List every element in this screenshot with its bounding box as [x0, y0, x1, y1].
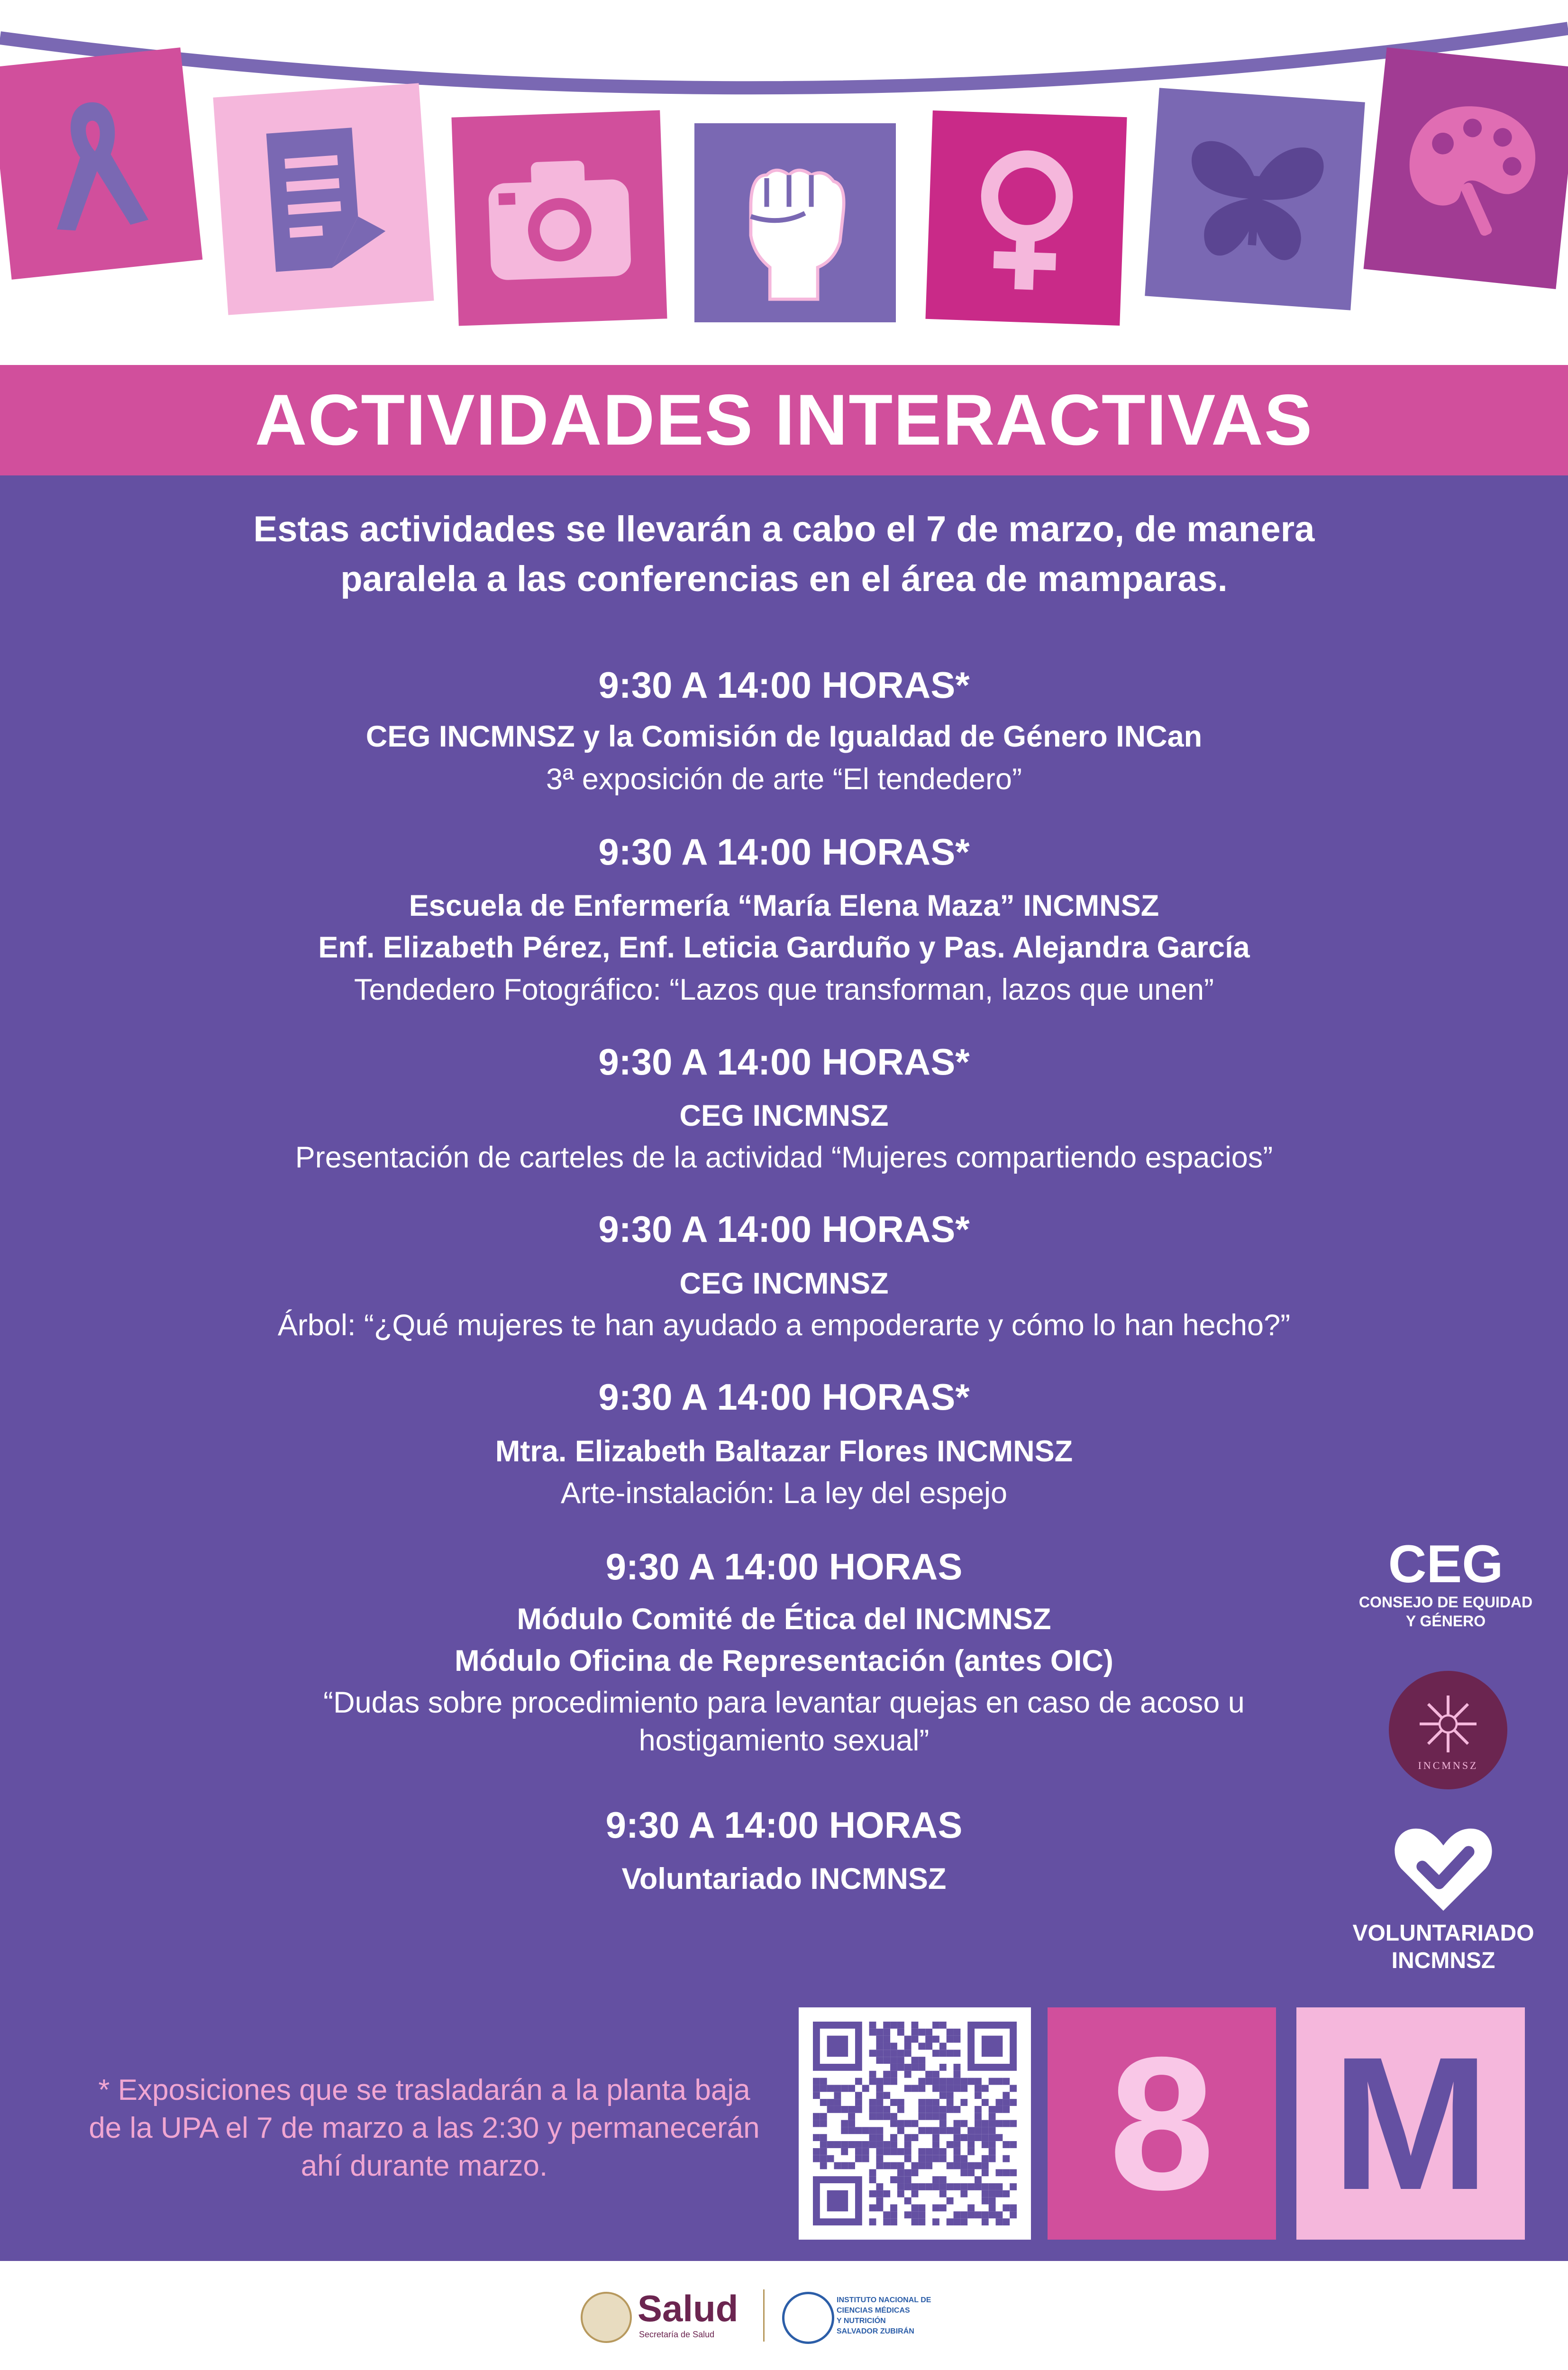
flag-document [213, 83, 434, 315]
event-time: 9:30 A 14:00 HORAS* [598, 831, 970, 873]
event-time: 9:30 A 14:00 HORAS [605, 1804, 963, 1846]
intro-line-2: paralela a las conferencias en el área de mamparas. [340, 559, 1228, 599]
seal-text: INCMNSZ [1418, 1759, 1478, 1771]
intro-line-1: Estas actividades se llevarán a cabo el 7 de marzo, de manera [253, 509, 1315, 549]
event-organizer: CEG INCMNSZ [679, 1099, 889, 1132]
event-organizer: Enf. Elizabeth Pérez, Enf. Leticia Garduño y Pas. Alejandra García [318, 931, 1250, 964]
star-emblem-icon [1413, 1688, 1484, 1759]
event-time: 9:30 A 14:00 HORAS* [598, 664, 970, 706]
institute-line: CIENCIAS MÉDICAS [837, 2306, 910, 2315]
institute-name [837, 2295, 931, 2337]
paint-palette-icon [1385, 72, 1558, 265]
event-organizer: CEG INCMNSZ [679, 1267, 889, 1300]
voluntariado-heart [1389, 1820, 1498, 1915]
event-organizer: Módulo Comité de Ética del INCMNSZ [517, 1603, 1051, 1636]
event-activity: 3ª exposición de arte “El tendedero” [546, 763, 1022, 796]
qr-code[interactable] [799, 2007, 1031, 2240]
event-time: 9:30 A 14:00 HORAS* [598, 1208, 970, 1250]
incmnsz-seal [1389, 1671, 1507, 1789]
event-activity: Arte-instalación: La ley del espejo [560, 1477, 1008, 1510]
event-time: 9:30 A 14:00 HORAS* [598, 1041, 970, 1083]
awareness-ribbon-icon [11, 71, 182, 256]
ceg-line-2: Y GÉNERO [1405, 1613, 1486, 1630]
flag-ribbon [0, 47, 202, 280]
event-organizer: Escuela de Enfermería “María Elena Maza” INCMNSZ [409, 889, 1159, 922]
badge-letter: M [1331, 2017, 1490, 2229]
raised-fist-icon [715, 143, 876, 302]
flag-butterfly [1145, 88, 1365, 310]
page-title: ACTIVIDADES INTERACTIVAS [255, 380, 1313, 460]
document-icon [235, 106, 412, 292]
flag-palette [1364, 47, 1568, 289]
event-time: 9:30 A 14:00 HORAS* [598, 1376, 970, 1418]
salud-logo-text: Salud [638, 2288, 738, 2329]
badge-m [1296, 2007, 1525, 2240]
flag-camera [451, 110, 667, 326]
voluntariado-line-2: INCMNSZ [1391, 1948, 1495, 1973]
footer [0, 2261, 1568, 2370]
bunting-banner [0, 0, 1568, 365]
female-symbol-icon [946, 132, 1107, 304]
salud-subtitle: Secretaría de Salud [639, 2330, 715, 2339]
event-organizer: Voluntariado INCMNSZ [621, 1862, 947, 1896]
institute-seal-icon [782, 2292, 834, 2344]
badge-8 [1048, 2007, 1276, 2240]
heart-check-icon [1389, 1820, 1498, 1915]
institute-line: INSTITUTO NACIONAL DE [837, 2296, 931, 2304]
ceg-logo [1308, 1536, 1568, 1631]
event-organizer: Mtra. Elizabeth Baltazar Flores INCMNSZ [495, 1435, 1073, 1468]
event-time: 9:30 A 14:00 HORAS [605, 1546, 963, 1587]
title-bar [0, 365, 1568, 475]
camera-icon [473, 132, 646, 304]
institute-line: Y NUTRICIÓN [837, 2317, 886, 2325]
event-activity: “Dudas sobre procedimiento para levantar quejas en caso de acoso u [323, 1686, 1245, 1719]
voluntariado-logo-text [1322, 1920, 1564, 1975]
footer-divider [763, 2289, 765, 2342]
qr-code-icon [799, 2007, 1031, 2240]
event-activity: Tendedero Fotográfico: “Lazos que transforman, lazos que unen” [354, 973, 1214, 1006]
event-organizer: Módulo Oficina de Representación (antes OIC) [455, 1644, 1113, 1677]
voluntariado-line-1: VOLUNTARIADO [1352, 1921, 1534, 1946]
flag-fist [694, 123, 896, 322]
event-activity: hostigamiento sexual” [638, 1724, 930, 1757]
footnote: * Exposiciones que se trasladarán a la planta baja de la UPA el 7 de marzo a las 2:30 y permanecerán ahí durante marzo. [89, 2074, 760, 2182]
event-activity: Presentación de carteles de la actividad “Mujeres compartiendo espacios” [295, 1141, 1273, 1174]
institute-line: SALVADOR ZUBIRÁN [837, 2327, 914, 2335]
flag-female-symbol [925, 110, 1127, 326]
mexico-seal-icon [581, 2292, 632, 2343]
ceg-acronym: CEG [1388, 1534, 1504, 1594]
badge-number: 8 [1109, 2017, 1215, 2229]
butterfly-icon [1167, 110, 1343, 288]
event-activity: Árbol: “¿Qué mujeres te han ayudado a empoderarte y cómo lo han hecho?” [277, 1309, 1291, 1342]
event-organizer: CEG INCMNSZ y la Comisión de Igualdad de Género INCan [365, 720, 1203, 753]
ceg-line-1: CONSEJO DE EQUIDAD [1358, 1594, 1533, 1611]
